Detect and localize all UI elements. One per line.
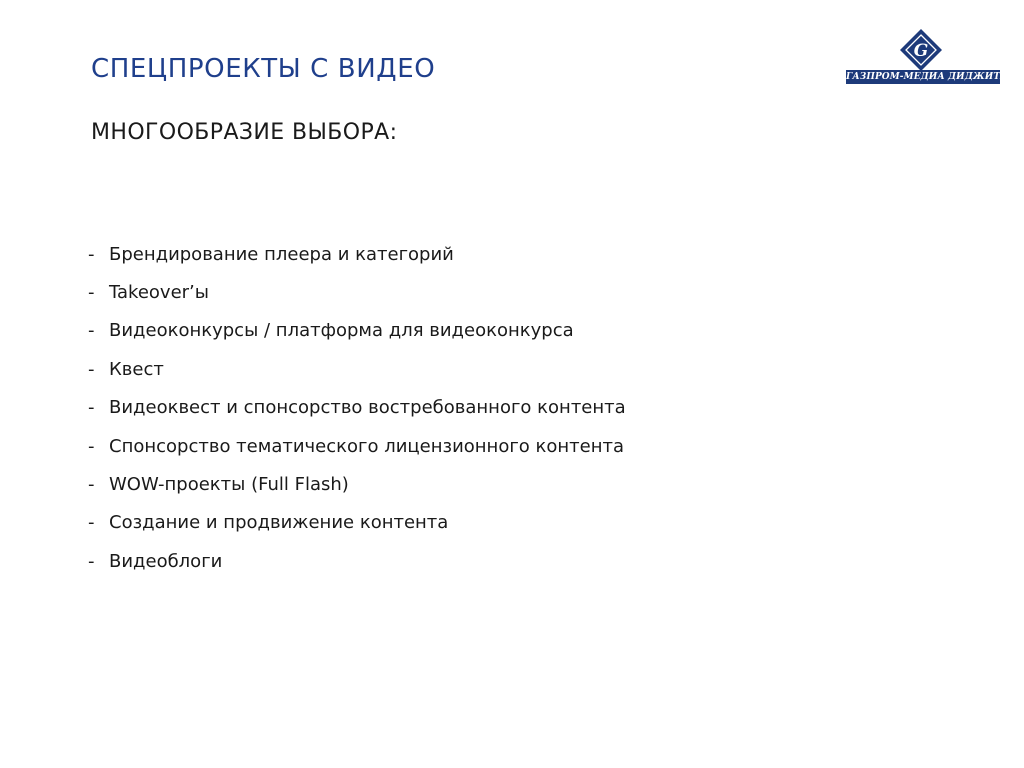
list-item (88, 389, 626, 427)
list-item (88, 542, 626, 580)
list-item-text: Квест (109, 358, 164, 380)
list-item (88, 235, 626, 273)
bullet-dash: - (88, 243, 95, 265)
list-item-text: Создание и продвижение контента (109, 512, 449, 534)
bullet-dash: - (88, 358, 95, 380)
list-item (88, 504, 626, 542)
list-item-text: Видеоблоги (109, 550, 223, 572)
bullet-dash: - (88, 435, 95, 457)
list-item-text: WOW-проекты (Full Flash) (109, 474, 349, 496)
feature-list (88, 235, 626, 581)
list-item (88, 465, 626, 503)
bullet-dash: - (88, 550, 95, 572)
bullet-dash: - (88, 474, 95, 496)
list-item (88, 312, 626, 350)
list-item-text: Видеоквест и спонсорство востребованного контента (109, 397, 626, 419)
list-item (88, 350, 626, 388)
logo-emblem-letter: G (913, 41, 929, 61)
list-item-text: Спонсорство тематического лицензионного контента (109, 435, 625, 457)
bullet-dash: - (88, 512, 95, 534)
list-item-text: Видеоконкурсы / платформа для видеоконкурса (109, 320, 574, 342)
list-item (88, 427, 626, 465)
slide-title: СПЕЦПРОЕКТЫ С ВИДЕО (91, 54, 436, 84)
list-item (88, 273, 626, 311)
list-item-text: Брендирование плеера и категорий (109, 243, 454, 265)
slide-subtitle: МНОГООБРАЗИЕ ВЫБОРА: (91, 120, 398, 145)
bullet-dash: - (88, 282, 95, 304)
bullet-dash: - (88, 397, 95, 419)
logo-emblem-icon (899, 28, 943, 72)
company-logo (846, 28, 1016, 84)
logo-wordmark: ГАЗПРОМ-МЕДИА ДИДЖИТАЛ (846, 72, 1016, 82)
list-item-text: Takeover’ы (109, 282, 209, 304)
bullet-dash: - (88, 320, 95, 342)
